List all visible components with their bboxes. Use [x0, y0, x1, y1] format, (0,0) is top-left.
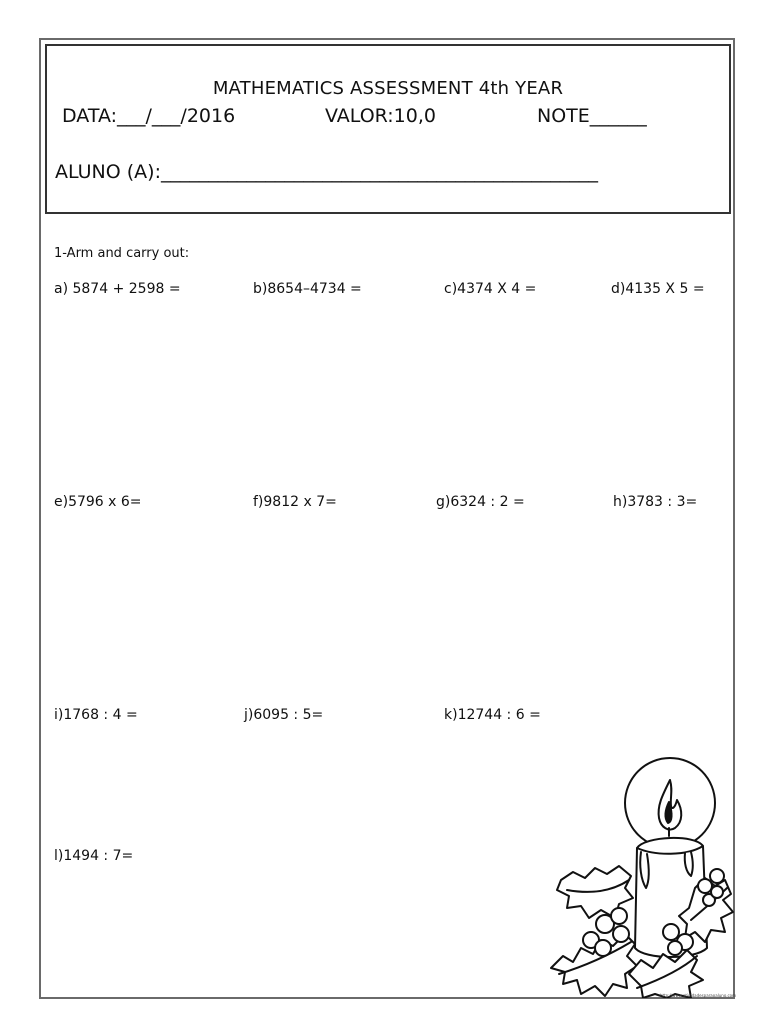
- problem-f: f)9812 x 7=: [253, 494, 337, 510]
- header-box: [45, 44, 731, 214]
- problem-b: b)8654–4734 =: [253, 281, 362, 297]
- note-field: NOTE______: [537, 105, 647, 127]
- problem-k: k)12744 : 6 =: [444, 707, 541, 723]
- page-title: MATHEMATICS ASSESSMENT 4th YEAR: [212, 78, 564, 99]
- problem-a: a) 5874 + 2598 =: [54, 281, 181, 297]
- student-name-field: ALUNO (A):______________________________________________: [55, 161, 598, 183]
- christmas-candle-holly-icon: [545, 748, 735, 998]
- valor-field: VALOR:10,0: [325, 105, 436, 127]
- illustration-credit: http://www.atividadesparaoaluno.com: [660, 993, 737, 998]
- problem-l: l)1494 : 7=: [54, 848, 134, 864]
- problem-j: j)6095 : 5=: [244, 707, 324, 723]
- problem-h: h)3783 : 3=: [613, 494, 698, 510]
- problem-c: c)4374 X 4 =: [444, 281, 537, 297]
- problem-e: e)5796 x 6=: [54, 494, 142, 510]
- problem-i: i)1768 : 4 =: [54, 707, 138, 723]
- date-field: DATA:___/___/2016: [62, 105, 236, 127]
- instruction-text: 1-Arm and carry out:: [54, 246, 190, 261]
- problem-g: g)6324 : 2 =: [436, 494, 525, 510]
- problem-d: d)4135 X 5 =: [611, 281, 705, 297]
